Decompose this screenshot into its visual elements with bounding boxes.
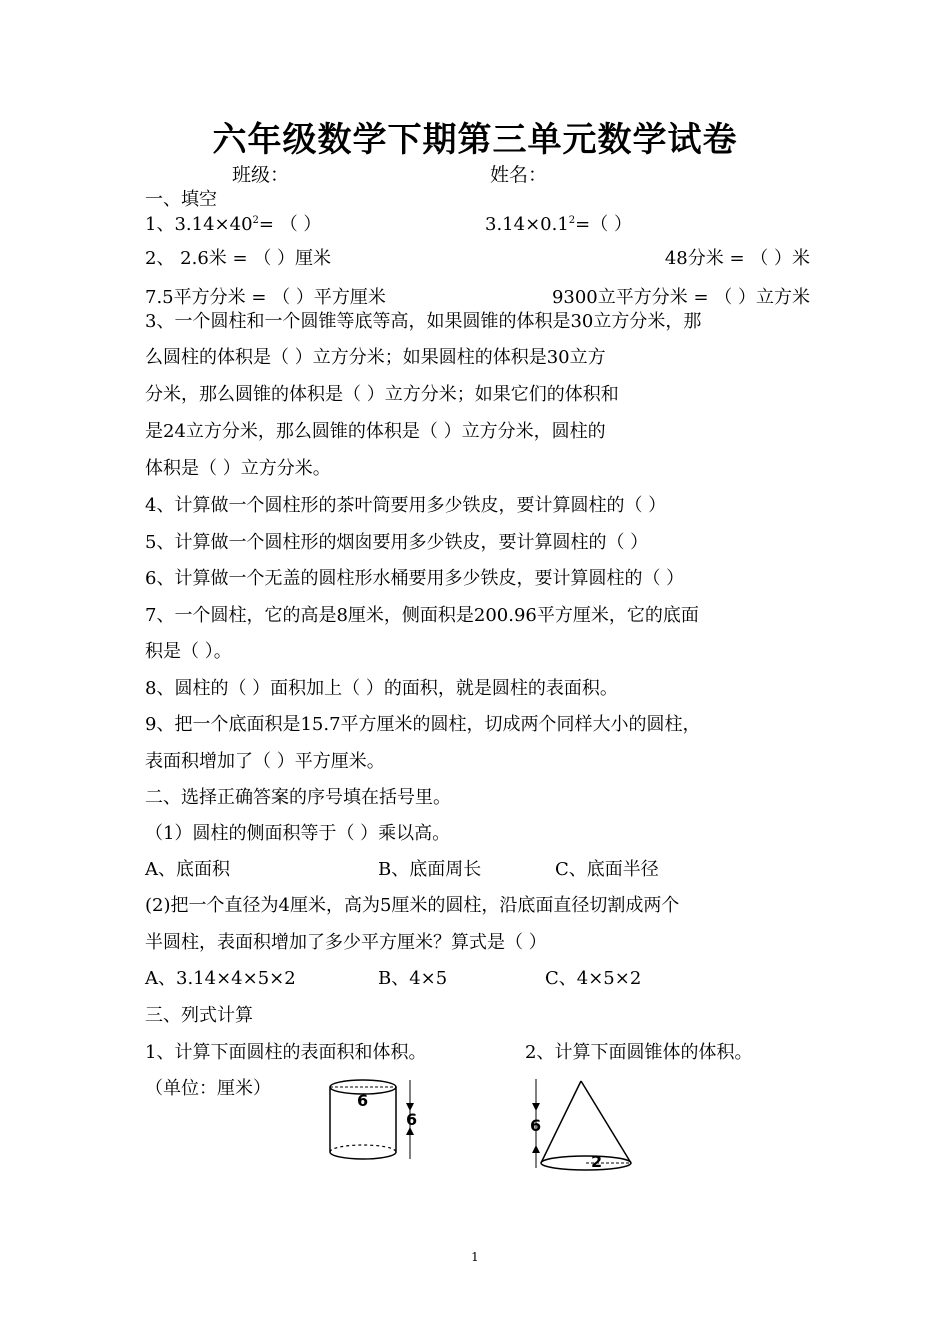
section2-heading: 二、选择正确答案的序号填在括号里。 [145,787,451,808]
calc-question-1: 1、计算下面圆柱的表面积和体积。 [145,1042,427,1063]
section3-heading: 三、列式计算 [145,1005,253,1026]
option-c: C、底面半径 [555,859,659,880]
question-7-line: 7、一个圆柱，它的高是8厘米，侧面积是200.96平方厘米，它的底面 [145,605,699,626]
question-4: 4、计算做一个圆柱形的茶叶筒要用多少铁皮，要计算圆柱的（ ） [145,495,667,516]
choice-question-1: （1）圆柱的侧面积等于（ ）乘以高。 [145,823,451,844]
question-3-line: 3、一个圆柱和一个圆锥等底等高，如果圆锥的体积是30立方分米，那 [145,311,702,332]
question-3-line: 么圆柱的体积是（ ）立方分米；如果圆柱的体积是30立方 [145,347,606,368]
cylinder-height-label: 6 [406,1110,418,1129]
section1-heading: 一、填空 [145,189,217,210]
name-label: 姓名： [490,164,548,186]
class-label: 班级： [232,164,290,186]
question-3-line: 体积是（ ）立方分米。 [145,458,331,479]
option-a: A、底面积 [145,859,230,880]
question-6: 6、计算做一个无盖的圆柱形水桶要用多少铁皮，要计算圆柱的（ ） [145,568,685,589]
calc-question-2: 2、计算下面圆锥体的体积。 [525,1042,753,1063]
cylinder-figure [320,1075,430,1170]
question-2b: 7.5平方分米 = （ ）平方厘米 9300立平方分米 = （ ）立方米 [145,287,810,308]
question-2a: 2、 2.6米 = （ ）厘米 48分米 = （ ）米 [145,248,810,269]
question-3-line: 是24立方分米，那么圆锥的体积是（ ）立方分米，圆柱的 [145,421,606,442]
option-b: B、4×5 [378,968,448,989]
choice-question-2-line: (2)把一个直径为4厘米，高为5厘米的圆柱，沿底面直径切割成两个 [145,895,680,916]
q1-part-b: $3.14\times 0.1^2=$（ ） [485,214,632,235]
question-9-line: 表面积增加了（ ）平方厘米。 [145,751,385,772]
cone-height-label: 6 [530,1116,542,1135]
cylinder-diameter-label: 6 [357,1091,369,1110]
option-a: A、3.14×4×5×2 [145,968,296,989]
option-c: C、4×5×2 [545,968,642,989]
question-8: 8、圆柱的（ ）面积加上（ ）的面积，就是圆柱的表面积。 [145,678,618,699]
question-3-line: 分米，那么圆锥的体积是（ ）立方分米；如果它们的体积和 [145,384,619,405]
question-5: 5、计算做一个圆柱形的烟囱要用多少铁皮，要计算圆柱的（ ） [145,532,649,553]
unit-note: （单位：厘米） [145,1078,271,1099]
question-1 [145,212,810,238]
question-9-line: 9、把一个底面积是15.7平方厘米的圆柱，切成两个同样大小的圆柱， [145,714,701,735]
question-7-line: 积是（ ）。 [145,641,232,662]
option-b: B、底面周长 [378,859,482,880]
cone-figure [525,1075,640,1175]
page-number: 1 [471,1250,479,1264]
choice-question-2-line: 半圆柱，表面积增加了多少平方厘米？算式是（ ） [145,932,547,953]
page-title: 六年级数学下期第三单元数学试卷 [212,120,738,160]
cone-radius-label: 2 [591,1152,603,1171]
q1-part-a: 1、$3.14\times 40^2=$ （ ） [145,214,322,235]
